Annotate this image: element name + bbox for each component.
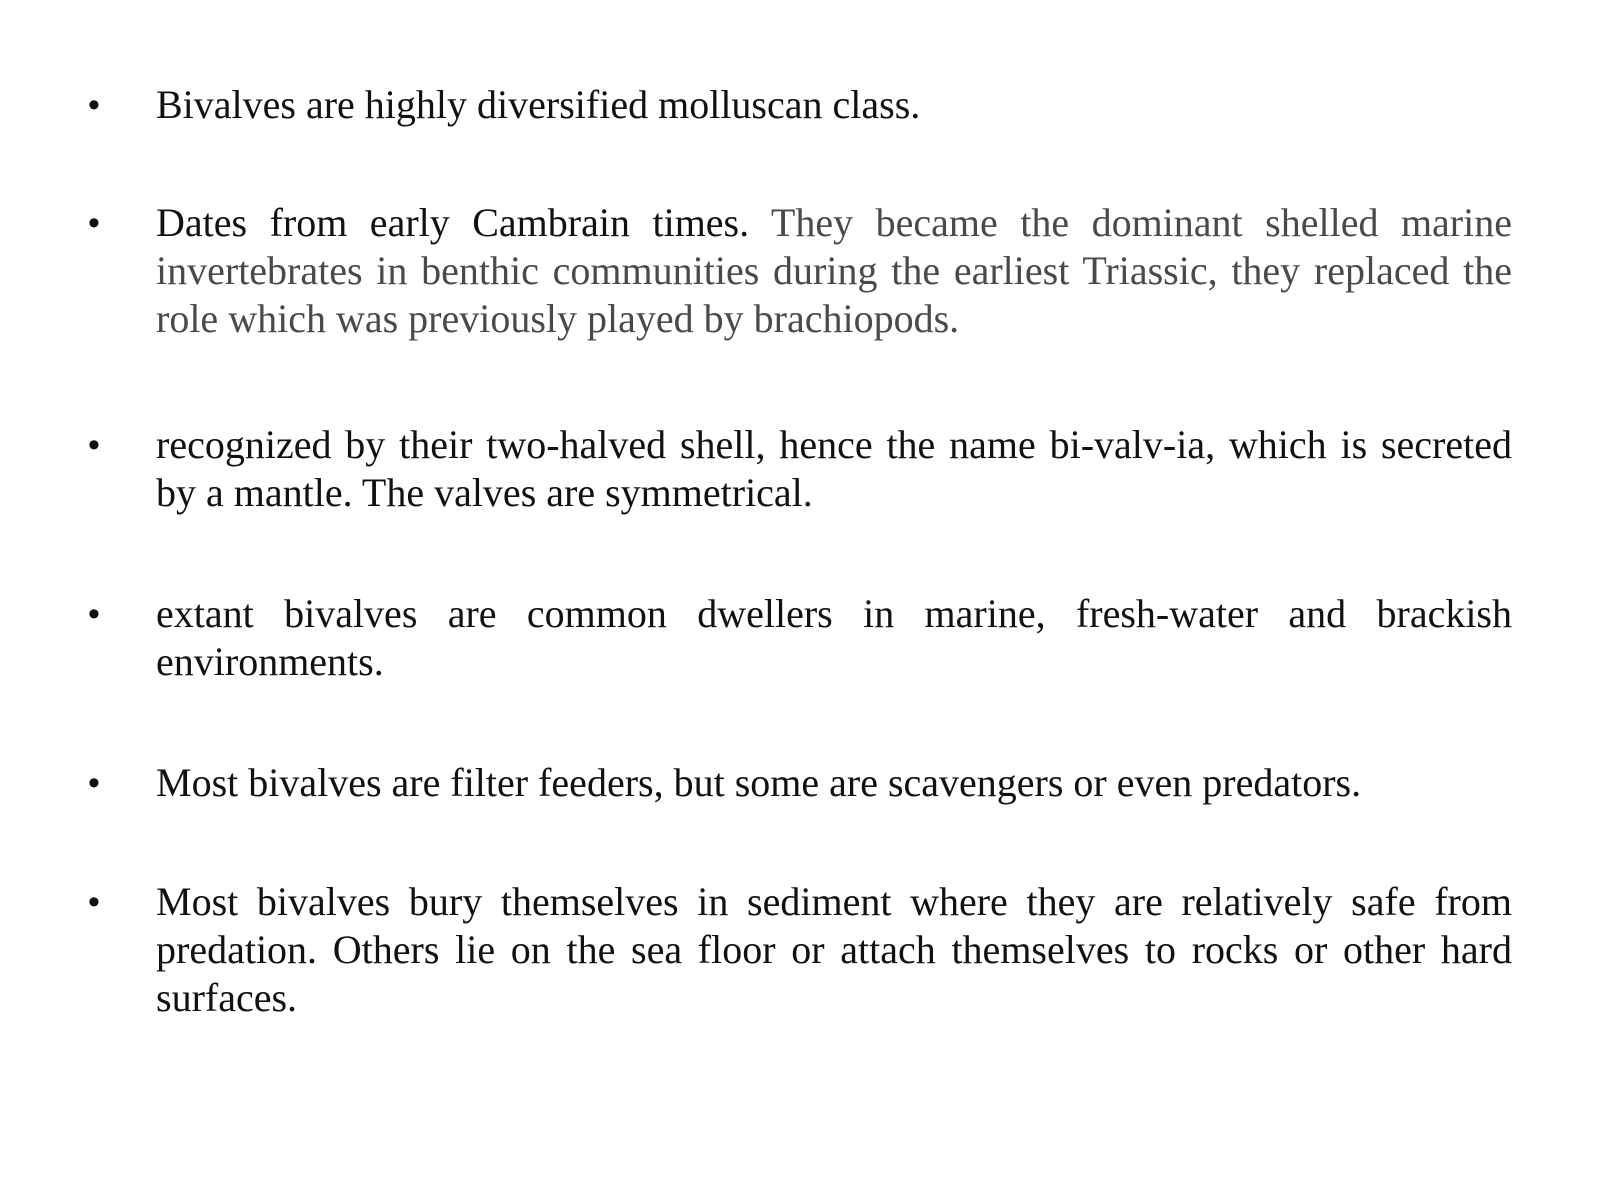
- bullet-text: [156, 878, 1512, 1022]
- bullet-text-rest: They became the dominant shelled marine invertebrates in benthic communities during the earliest Triassic, they replaced the role which was previously played by brachiopods.: [156, 200, 1512, 341]
- bullet-marker: •: [88, 764, 100, 802]
- bullet-marker: •: [88, 204, 100, 242]
- bullet-text: [156, 421, 1512, 517]
- bullet-text-lead: Most bivalves bury themselves in sediment where they are relatively safe from predation. Others lie on the sea floor or attach themselves to rocks or other hard surfaces.: [156, 879, 1512, 1020]
- bullet-text-lead: Dates from early Cambrain times.: [156, 200, 750, 245]
- bullet-text: [156, 759, 1512, 807]
- bullet-text-lead: Bivalves are highly diversified molluscan class.: [156, 82, 921, 127]
- bullet-text: [156, 81, 1512, 129]
- bullet-text-lead: extant bivalves are common dwellers in marine, fresh-water and brackish environments.: [156, 591, 1512, 684]
- bullet-marker: •: [88, 426, 100, 464]
- bullet-marker: •: [88, 883, 100, 921]
- bullet-text-lead: recognized by their two-halved shell, hence the name bi-valv-ia, which is secreted by a mantle. The valves are symmetrical.: [156, 422, 1512, 515]
- bullet-text: [156, 199, 1512, 343]
- bullet-marker: •: [88, 595, 100, 633]
- bullet-text-lead: Most bivalves are filter feeders, but some are scavengers or even predators.: [156, 760, 1362, 805]
- bullet-marker: •: [88, 86, 100, 124]
- bullet-text: [156, 590, 1512, 686]
